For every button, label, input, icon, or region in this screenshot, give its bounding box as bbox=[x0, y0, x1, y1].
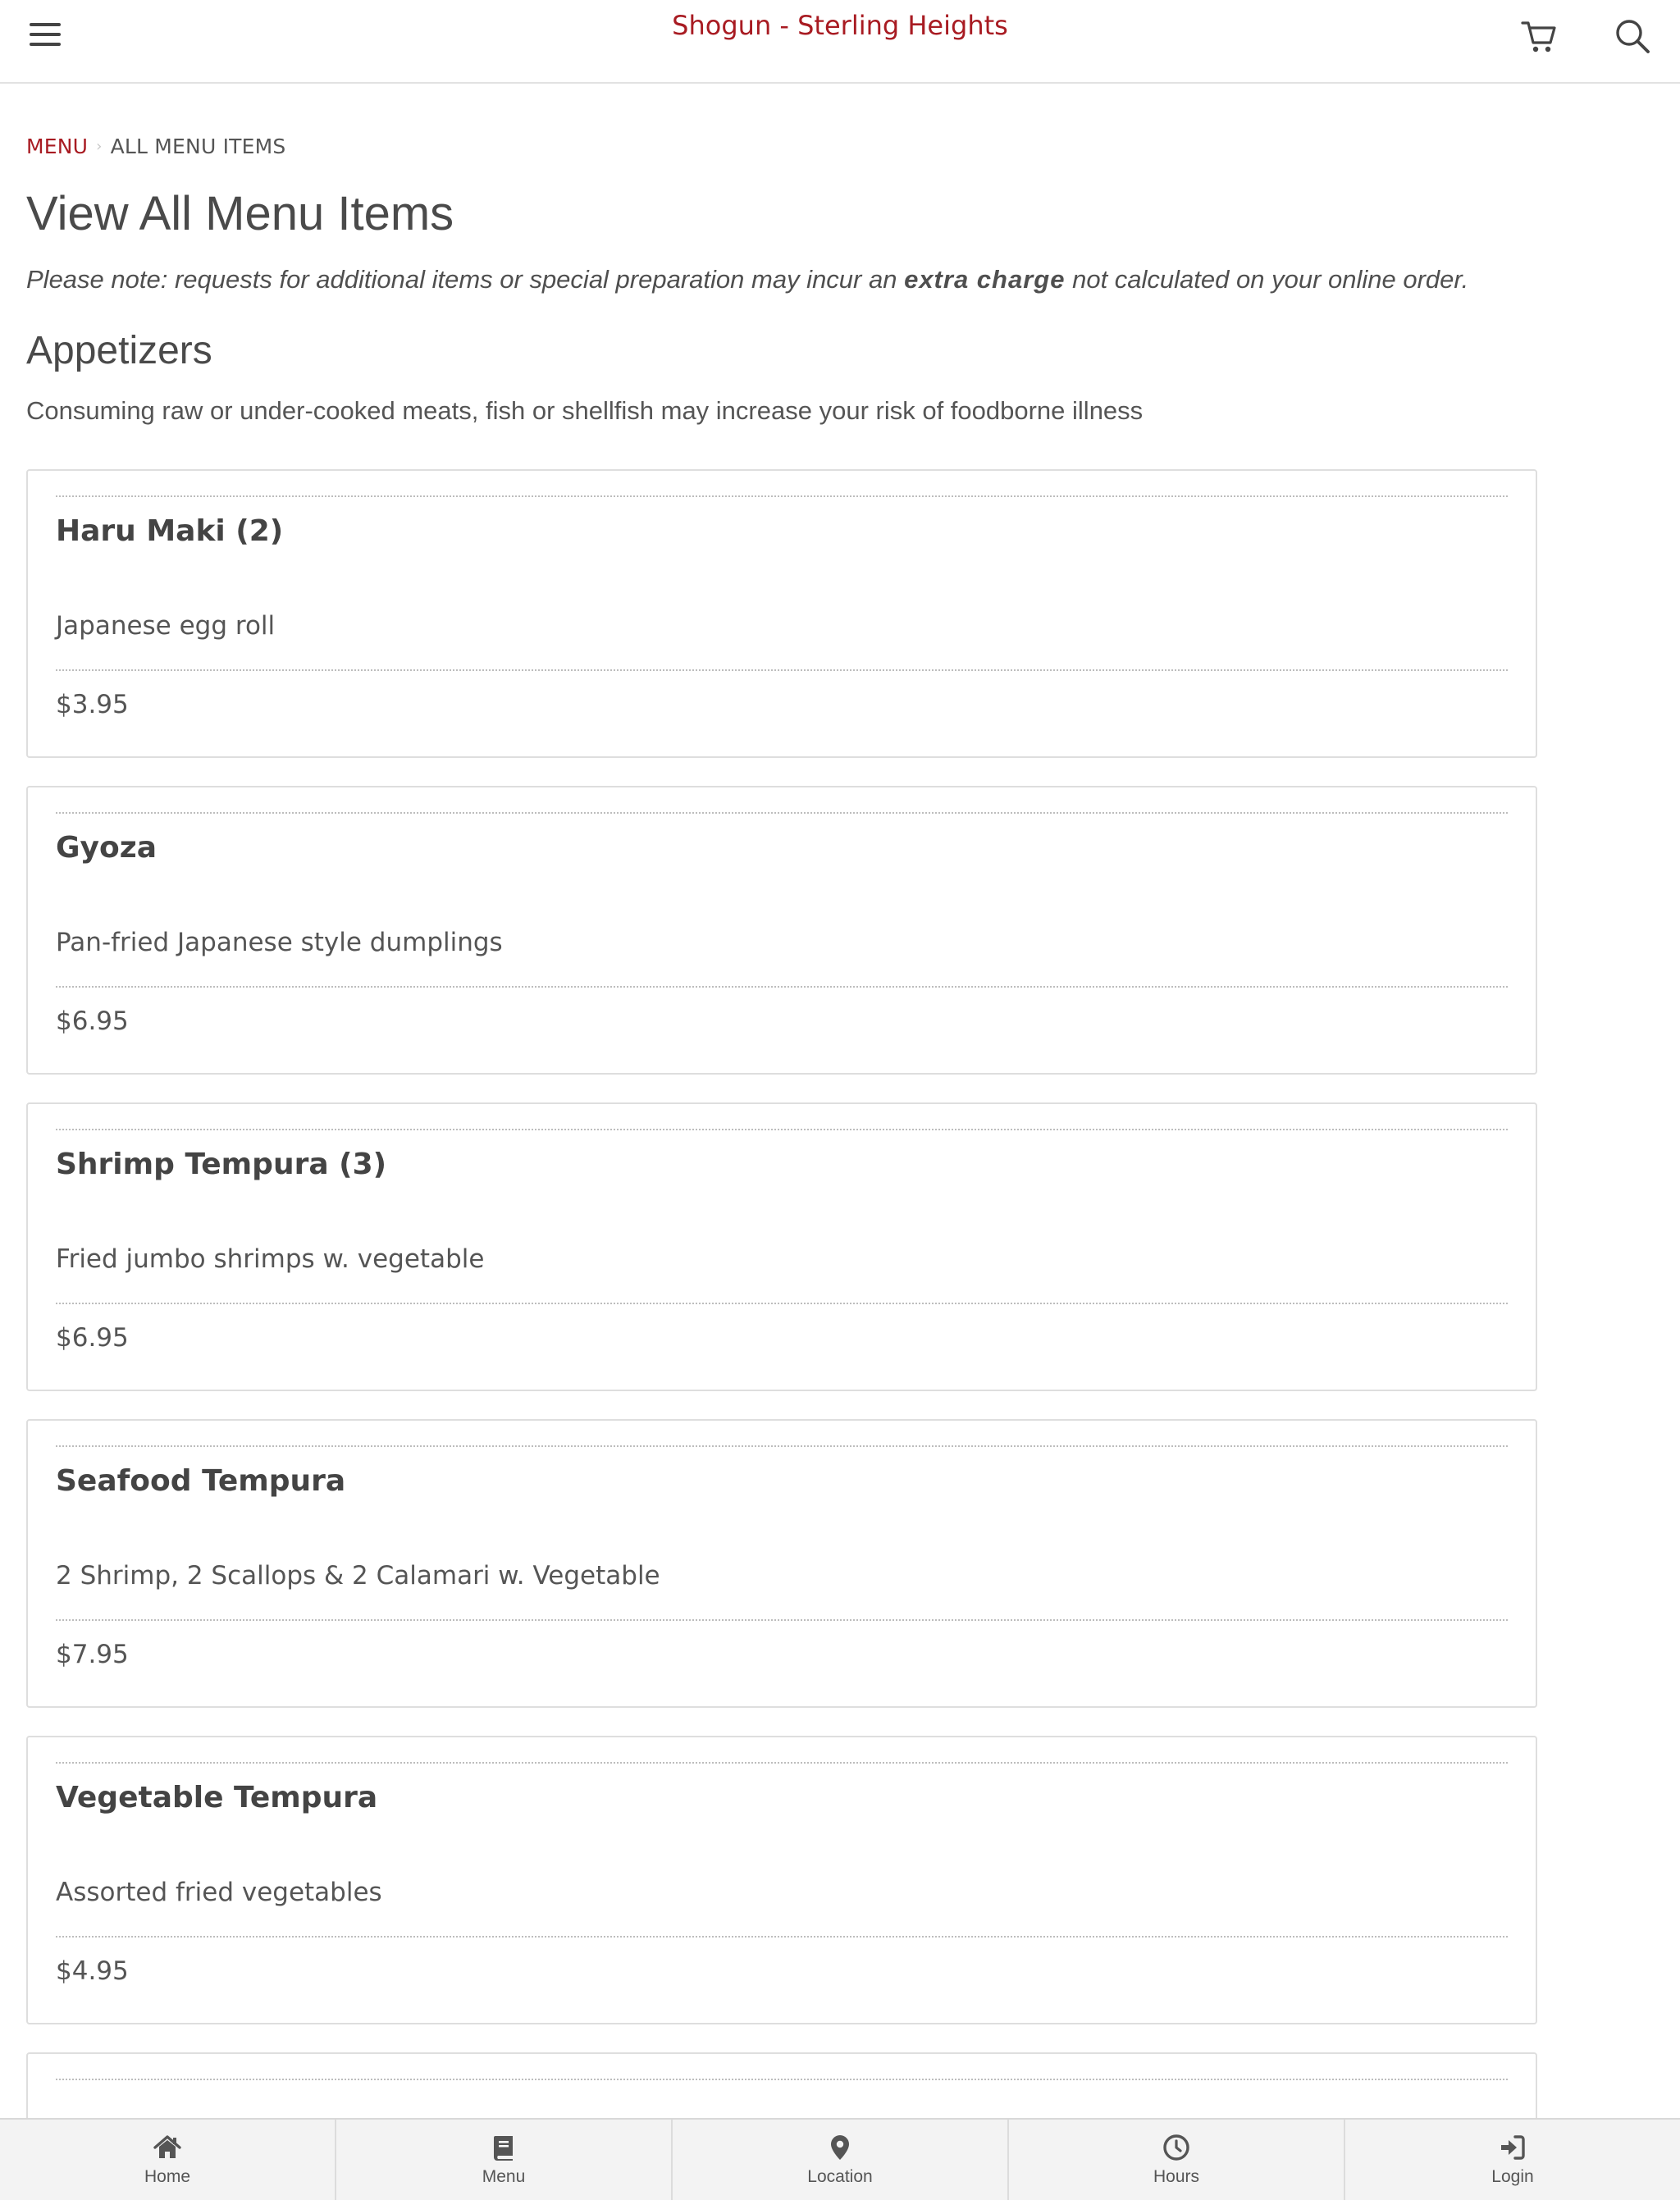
menu-item-card[interactable] bbox=[26, 1736, 1537, 2024]
menu-item-description: Assorted fried vegetables bbox=[56, 1878, 382, 1907]
menu-item-card[interactable] bbox=[26, 786, 1537, 1075]
divider bbox=[56, 1619, 1508, 1621]
order-note-text-end: not calculated on your online order. bbox=[1065, 265, 1469, 294]
main-content bbox=[26, 84, 1537, 2179]
divider bbox=[56, 812, 1508, 814]
page-title: View All Menu Items bbox=[26, 187, 454, 240]
nav-label: Hours bbox=[1153, 2167, 1200, 2186]
nav-label: Login bbox=[1491, 2167, 1534, 2186]
divider bbox=[56, 1129, 1508, 1130]
breadcrumb-menu-link[interactable]: MENU bbox=[26, 135, 89, 158]
search-icon[interactable] bbox=[1613, 16, 1652, 56]
home-icon bbox=[153, 2133, 182, 2162]
divider bbox=[56, 669, 1508, 671]
nav-home[interactable] bbox=[0, 2120, 336, 2200]
nav-label: Menu bbox=[482, 2167, 526, 2186]
divider bbox=[56, 986, 1508, 988]
section-description: Consuming raw or under-cooked meats, fish or shellfish may increase your risk of foodborne illness bbox=[26, 396, 1144, 425]
order-note-text: Please note: requests for additional items or special preparation may incur an bbox=[26, 265, 905, 294]
divider bbox=[56, 2079, 1508, 2080]
top-bar bbox=[0, 0, 1680, 84]
cart-icon[interactable] bbox=[1519, 16, 1559, 56]
menu-item-name: Shrimp Tempura (3) bbox=[56, 1148, 387, 1181]
divider bbox=[56, 495, 1508, 497]
menu-item-description: 2 Shrimp, 2 Scallops & 2 Calamari w. Vegetable bbox=[56, 1561, 660, 1591]
nav-menu[interactable] bbox=[336, 2120, 673, 2200]
breadcrumb bbox=[26, 133, 1537, 161]
nav-hours[interactable] bbox=[1009, 2120, 1345, 2200]
nav-label: Location bbox=[807, 2167, 873, 2186]
divider bbox=[56, 1936, 1508, 1938]
menu-item-description: Fried jumbo shrimps w. vegetable bbox=[56, 1244, 485, 1274]
menu-item-name: Haru Maki (2) bbox=[56, 514, 284, 548]
menu-items-list bbox=[26, 469, 1537, 2151]
breadcrumb-current: ALL MENU ITEMS bbox=[110, 135, 286, 158]
section-title: Appetizers bbox=[26, 329, 212, 372]
breadcrumb-separator-icon: › bbox=[96, 138, 103, 155]
order-note-emphasis: extra charge bbox=[904, 265, 1066, 294]
nav-label: Home bbox=[144, 2167, 191, 2186]
map-pin-icon bbox=[825, 2133, 855, 2162]
menu-item-price: $7.95 bbox=[56, 1640, 129, 1669]
menu-item-card[interactable] bbox=[26, 469, 1537, 758]
menu-item-description: Japanese egg roll bbox=[56, 611, 276, 641]
menu-item-name: Seafood Tempura bbox=[56, 1464, 346, 1498]
menu-item-name: Vegetable Tempura bbox=[56, 1781, 378, 1814]
nav-login[interactable] bbox=[1345, 2120, 1680, 2200]
menu-item-price: $6.95 bbox=[56, 1006, 129, 1036]
divider bbox=[56, 1303, 1508, 1304]
divider bbox=[56, 1445, 1508, 1447]
divider bbox=[56, 1762, 1508, 1764]
menu-item-price: $4.95 bbox=[56, 1956, 129, 1986]
nav-location[interactable] bbox=[673, 2120, 1009, 2200]
order-note bbox=[26, 262, 1537, 297]
book-icon bbox=[489, 2133, 518, 2162]
menu-item-price: $3.95 bbox=[56, 690, 129, 719]
clock-icon bbox=[1162, 2133, 1191, 2162]
menu-item-card[interactable] bbox=[26, 1102, 1537, 1391]
bottom-nav bbox=[0, 2118, 1680, 2200]
menu-item-description: Pan-fried Japanese style dumplings bbox=[56, 928, 503, 957]
site-title[interactable]: Shogun - Sterling Heights bbox=[672, 10, 1008, 41]
menu-item-card[interactable] bbox=[26, 1419, 1537, 1708]
menu-item-price: $6.95 bbox=[56, 1323, 129, 1353]
menu-item-name: Gyoza bbox=[56, 831, 157, 865]
sign-in-icon bbox=[1498, 2133, 1527, 2162]
